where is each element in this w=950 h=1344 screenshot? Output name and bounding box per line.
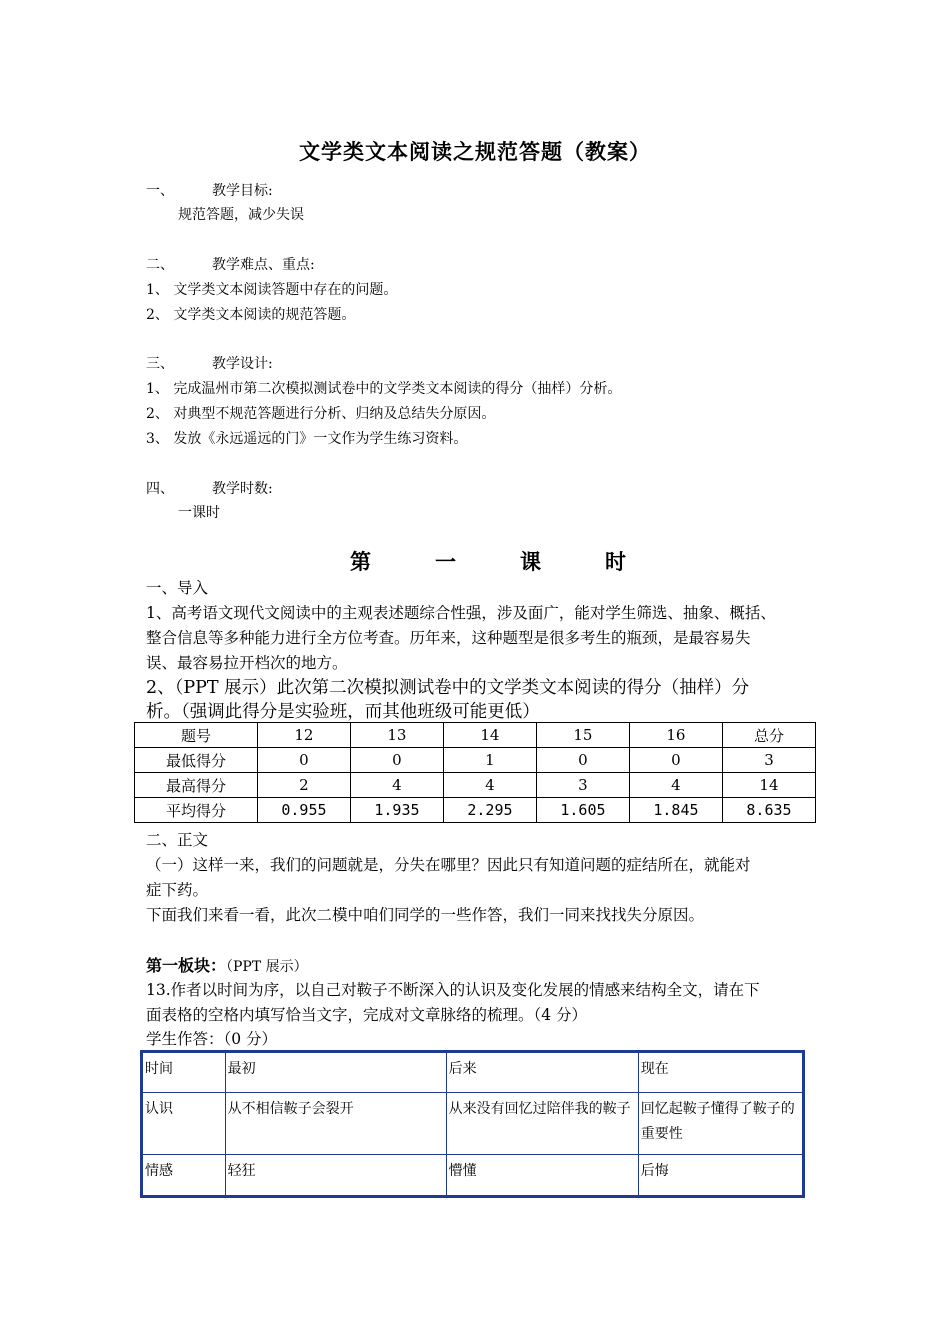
section-1-heading: 教学目标:: [212, 183, 273, 199]
section-4-line: 一课时: [178, 505, 220, 521]
section-3-line: 1、 完成温州市第二次模拟测试卷中的文学类文本阅读的得分（抽样）分析。: [146, 381, 622, 397]
table-cell: 0.955: [257, 798, 350, 823]
table-cell: 4: [350, 773, 443, 798]
lesson-title-char: 一: [435, 549, 460, 574]
section-3-line: 2、 对典型不规范答题进行分析、归纳及总结失分原因。: [146, 406, 496, 422]
section-3-heading: 教学设计:: [212, 356, 273, 372]
table-row: [142, 1155, 804, 1197]
table-cell: 总分: [722, 723, 815, 748]
table-cell: 1.935: [350, 798, 443, 823]
table-cell: 时间: [142, 1052, 226, 1093]
table-cell: 0: [350, 748, 443, 773]
section-4-heading: 教学时数:: [212, 481, 273, 497]
intro-paragraph-1: 整合信息等多种能力进行全方位考查。历年来，这种题型是很多考生的瓶颈，是最容易失: [146, 629, 751, 647]
table-row: [135, 773, 816, 798]
table-cell: 15: [536, 723, 629, 748]
table-cell: 最低得分: [135, 748, 258, 773]
question-text: 面表格的空格内填写恰当文字，完成对文章脉络的梳理。（4 分）: [146, 1006, 588, 1024]
intro-paragraph-2: 析。（强调此得分是实验班，而其他班级可能更低）: [146, 702, 540, 722]
page-title: 文学类文本阅读之规范答题（教案）: [299, 139, 651, 164]
table-cell: 最高得分: [135, 773, 258, 798]
table-cell: 现在: [638, 1052, 803, 1093]
table-cell: 2: [257, 773, 350, 798]
table-cell: 3: [722, 748, 815, 773]
table-cell: 后来: [446, 1052, 638, 1093]
section-3-number: 三、: [146, 356, 174, 372]
table-cell: 懵懂: [446, 1155, 638, 1197]
table-row: [135, 748, 816, 773]
table-cell: 后悔: [638, 1155, 803, 1197]
section-2-number: 二、: [146, 257, 174, 273]
table-cell: 轻狂: [225, 1155, 446, 1197]
table-cell: 2.295: [443, 798, 536, 823]
block-note: （PPT 展示）: [226, 959, 308, 975]
table-row: [135, 798, 816, 823]
table-cell: 12: [257, 723, 350, 748]
lesson-title-char: 第: [350, 549, 375, 574]
table-cell: 4: [443, 773, 536, 798]
table-cell: 0: [257, 748, 350, 773]
table-cell: 情感: [142, 1155, 226, 1197]
table-cell: 1: [443, 748, 536, 773]
intro-paragraph-2: 2、（PPT 展示）此次第二次模拟测试卷中的文学类文本阅读的得分（抽样）分: [146, 678, 750, 698]
table-cell: 从来没有回忆过陪伴我的鞍子: [446, 1093, 638, 1155]
table-cell: 8.635: [722, 798, 815, 823]
intro-paragraph-1: 1、高考语文现代文阅读中的主观表述题综合性强，涉及面广，能对学生筛选、抽象、概括、: [146, 604, 776, 622]
table-cell: 1.845: [629, 798, 722, 823]
student-answer-label: 学生作答：（0 分）: [146, 1030, 278, 1048]
table-cell: 题号: [135, 723, 258, 748]
lesson-title-char: 课: [520, 549, 545, 574]
block-heading: [146, 953, 308, 976]
table-cell: 3: [536, 773, 629, 798]
table-cell: 14: [443, 723, 536, 748]
table-cell: 13: [350, 723, 443, 748]
intro-paragraph-1: 误、最容易拉开档次的地方。: [146, 654, 348, 672]
answer-table: [140, 1050, 805, 1198]
section-2-line: 2、 文学类文本阅读的规范答题。: [146, 307, 356, 323]
table-cell: 4: [629, 773, 722, 798]
body-heading: 二、正文: [146, 831, 209, 849]
section-1-line: 规范答题，减少失误: [178, 207, 304, 223]
table-cell: 0: [629, 748, 722, 773]
block-label: 第一板块：: [146, 956, 227, 975]
body-paragraph-1: （一）这样一来，我们的问题就是，分失在哪里？因此只有知道问题的症结所在，就能对: [146, 856, 751, 874]
intro-heading: 一、导入: [146, 579, 209, 597]
score-table: [134, 722, 816, 823]
table-cell: 最初: [225, 1052, 446, 1093]
table-cell: 认识: [142, 1093, 226, 1155]
body-paragraph-1: 症下药。: [146, 881, 209, 899]
table-cell: 14: [722, 773, 815, 798]
table-cell: 从不相信鞍子会裂开: [225, 1093, 446, 1155]
table-cell: 16: [629, 723, 722, 748]
table-header-row: [135, 723, 816, 748]
lesson-title-char: 时: [605, 549, 630, 574]
section-1-number: 一、: [146, 183, 174, 199]
body-paragraph-2: 下面我们来看一看，此次二模中咱们同学的一些作答，我们一同来找找失分原因。: [146, 906, 705, 924]
section-4-number: 四、: [146, 481, 174, 497]
question-text: 13.作者以时间为序，以自己对鞍子不断深入的认识及变化发展的情感来结构全文，请在下: [146, 981, 760, 999]
section-2-heading: 教学难点、重点:: [212, 257, 315, 273]
section-2-line: 1、 文学类文本阅读答题中存在的问题。: [146, 282, 398, 298]
lesson-title: [0, 546, 950, 576]
table-row: [142, 1052, 804, 1093]
table-cell: 回忆起鞍子懂得了鞍子的重要性: [638, 1093, 803, 1155]
table-cell: 0: [536, 748, 629, 773]
section-3-line: 3、 发放《永远遥远的门》一文作为学生练习资料。: [146, 431, 468, 447]
table-row: [142, 1093, 804, 1155]
table-cell: 1.605: [536, 798, 629, 823]
table-cell: 平均得分: [135, 798, 258, 823]
